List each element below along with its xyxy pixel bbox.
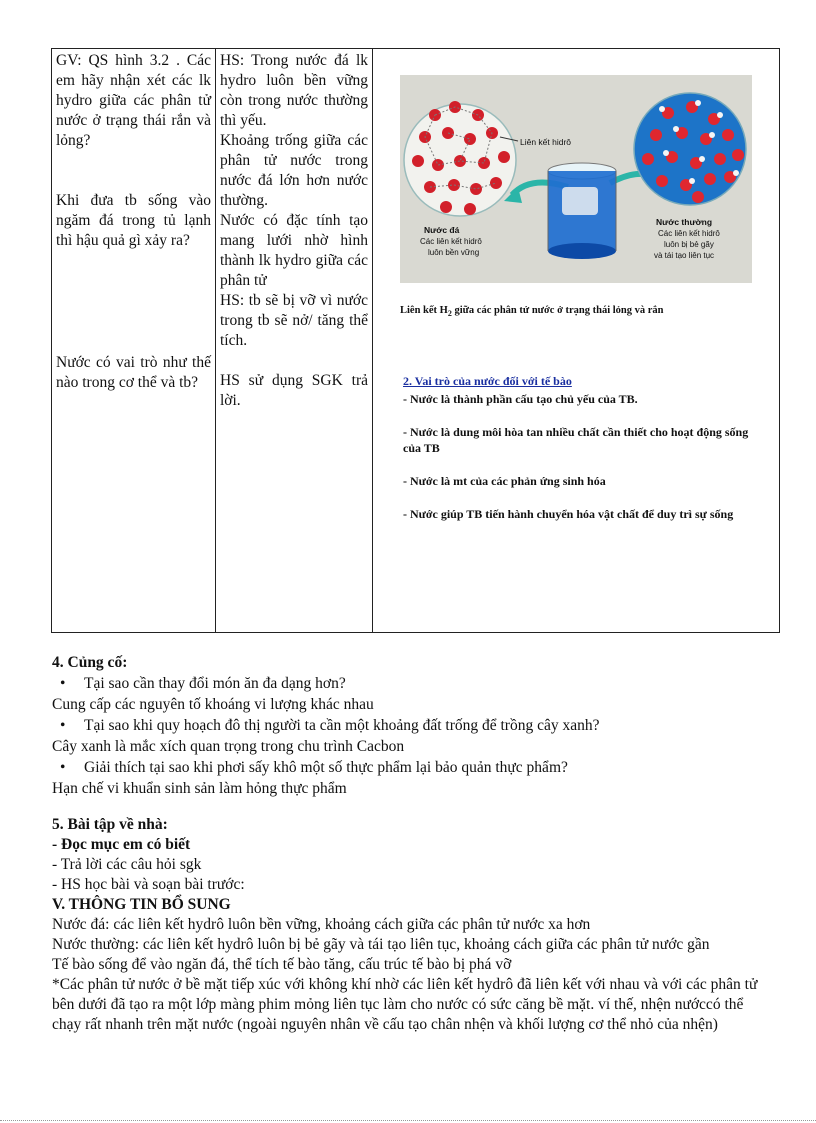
student-answer-1: HS: Trong nước đá lk hydro luôn bền vững còn trong nước thường thì yếu. — [220, 52, 368, 129]
consolidation-answer: Cây xanh là mắc xích quan trọng trong chu trình Cacbon — [52, 738, 405, 755]
homework-item: - HS học bài và soạn bài trước: — [52, 876, 245, 893]
homework-and-extra-section — [52, 815, 772, 1035]
label-hydrogen-bond: Liên kết hidrô — [520, 137, 572, 147]
consolidation-question: • Giải thích tại sao khi phơi sấy khô một số thực phẩm lại bảo quản thực phẩm? — [52, 757, 772, 778]
student-column — [216, 49, 373, 633]
label-ice-stable: luôn bền vững — [428, 248, 480, 257]
water-role-section — [403, 373, 753, 539]
label-water-reform: và tái tạo liên tục — [654, 251, 715, 260]
water-role-item: - Nước là thành phần cấu tạo chủ yếu của TB. — [403, 392, 638, 406]
student-answer-4: HS: tb sẽ bị vỡ vì nước trong tb sẽ nở/ tăng thể tích. — [220, 292, 368, 349]
water-molecule-figure — [400, 75, 752, 283]
lesson-table — [51, 48, 780, 633]
water-role-item: - Nước là mt của các phản ứng sinh hóa — [403, 474, 606, 488]
content-column — [373, 49, 780, 633]
consolidation-section — [52, 652, 772, 799]
teacher-question-3: Nước có vai trò như thế nào trong cơ thể và tb? — [56, 354, 211, 391]
consolidation-answer: Hạn chế vi khuẩn sinh sản làm hỏng thực phẩm — [52, 780, 347, 797]
extra-info-line: Nước thường: các liên kết hydrô luôn bị bẻ gãy và tái tạo liên tục, khoảng cách giữa các phân tử nước gần — [52, 936, 710, 953]
teacher-column — [52, 49, 216, 633]
student-answer-2: Khoảng trống giữa các phân tử nước trong nước đá lớn hơn nước thường. — [220, 132, 368, 209]
water-role-item: - Nước giúp TB tiến hành chuyển hóa vật chất để duy trì sự sống — [403, 507, 734, 521]
teacher-question-1: GV: QS hình 3.2 . Các em hãy nhận xét các lk hydro giữa các phân tử nước ở trạng thái rắn và lỏng? — [56, 52, 211, 149]
extra-info-line: *Các phân tử nước ở bề mặt tiếp xúc với không khí nhờ các liên kết hydrô đã liên kết với nhau và với các phân tử bên dưới đã tạo ra một lớp màng phim mỏng liên tục làm cho nước có sức căng bề mặt. ví thế, nhện nướccó thể chạy rất nhanh trên mặt nước (ngoài nguyên nhân về cấu tạo chân nhện và khối lượng cơ thể nhỏ của nhện) — [52, 976, 758, 1033]
page-bottom-border — [0, 1120, 816, 1121]
consolidation-heading: 4. Củng cố: — [52, 654, 128, 671]
student-answer-3: Nước có đặc tính tạo mang lưới nhờ hình thành lk hydro giữa các phân tử — [220, 212, 368, 289]
label-ice-bonds: Các liên kết hidrô — [420, 237, 482, 246]
label-water-bonds: Các liên kết hidrô — [658, 229, 720, 238]
consolidation-answer: Cung cấp các nguyên tố khoáng vi lượng khác nhau — [52, 696, 374, 713]
extra-info-heading: V. THÔNG TIN BỔ SUNG — [52, 896, 231, 913]
label-water: Nước thường — [656, 217, 713, 227]
homework-item: - Đọc mục em có biết — [52, 836, 191, 853]
extra-info-line: Nước đá: các liên kết hydrô luôn bền vững, khoảng cách giữa các phân tử nước xa hơn — [52, 916, 591, 933]
water-role-title: 2. Vai trò của nước đối với tế bào — [403, 374, 572, 388]
teacher-question-2: Khi đưa tb sống vào ngăm đá trong tủ lạnh thì hậu quả gì xảy ra? — [56, 192, 211, 249]
consolidation-question: • Tại sao cần thay đổi món ăn đa dạng hơn? — [52, 673, 772, 694]
consolidation-question: • Tại sao khi quy hoạch đô thị người ta cần một khoảng đất trống để trồng cây xanh? — [52, 715, 772, 736]
label-water-broken: luôn bị bẻ gãy — [664, 240, 714, 249]
hydrogen-bond-illustration — [400, 75, 752, 283]
extra-info-line: Tế bào sống để vào ngăn đá, thể tích tế bào tăng, cấu trúc tế bào bị phá vỡ — [52, 956, 512, 973]
figure-caption: Liên kết $H_2$ giữa các phân tử nước ở trạng thái lỏng và rắn — [400, 305, 664, 319]
student-answer-5: HS sử dụng SGK trả lời. — [220, 372, 368, 409]
label-ice: Nước đá — [424, 225, 460, 235]
homework-item: - Trả lời các câu hỏi sgk — [52, 856, 202, 873]
homework-heading: 5. Bài tập về nhà: — [52, 816, 168, 833]
water-role-item: - Nước là dung môi hòa tan nhiều chất cần thiết cho hoạt động sống của TB — [403, 425, 749, 455]
